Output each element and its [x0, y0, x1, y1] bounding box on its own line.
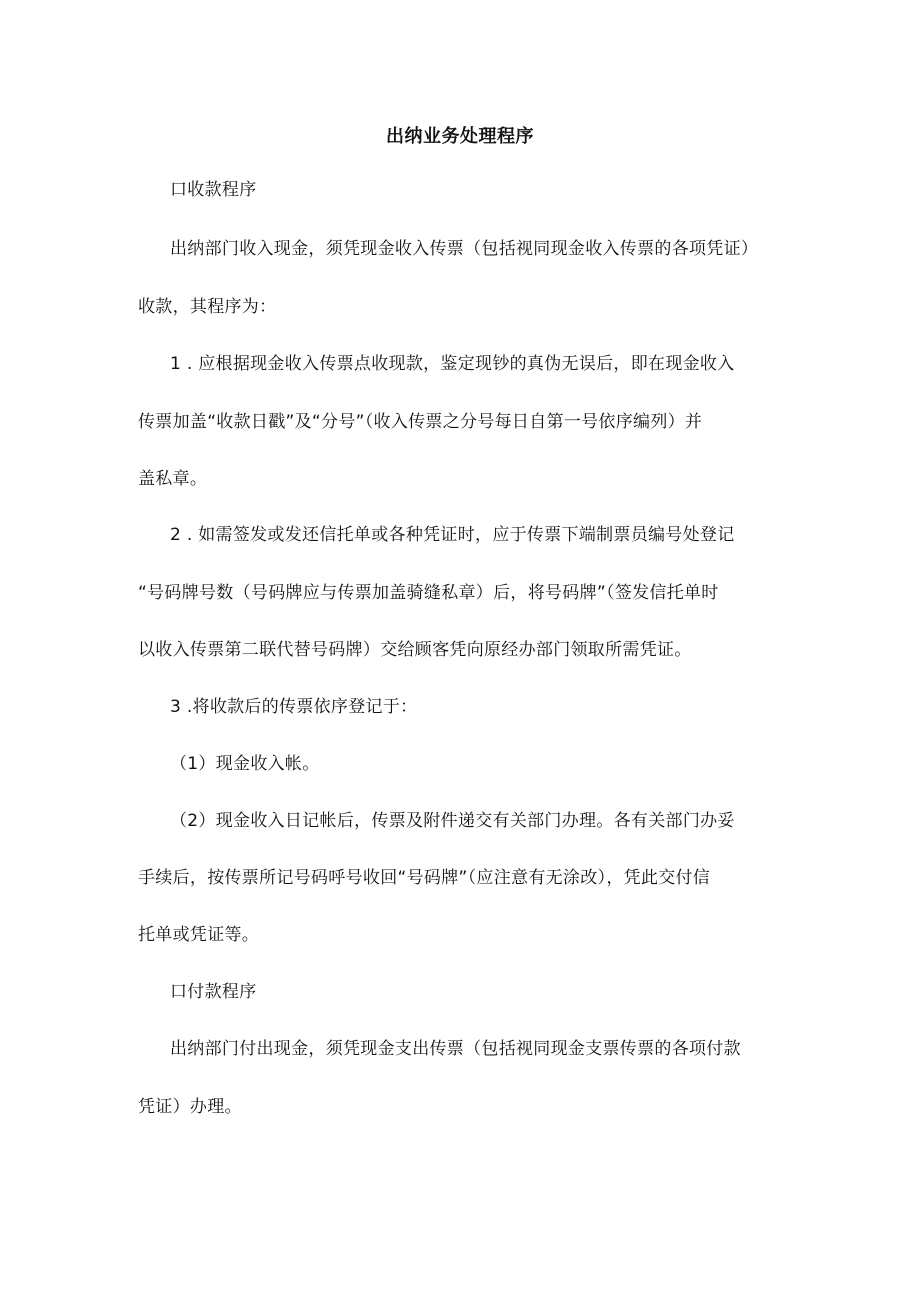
document-title: 出纳业务处理程序 — [386, 126, 534, 147]
section-heading-receipts: 口收款程序 — [170, 180, 257, 200]
paragraph-line: 1 . 应根据现金收入传票点收现款，鉴定现钞的真伪无误后，即在现金收入 — [170, 354, 735, 374]
paragraph-line: 托单或凭证等。 — [138, 925, 260, 945]
section-heading-payments: 口付款程序 — [170, 982, 257, 1002]
paragraph-line: （2）现金收入日记帐后，传票及附件递交有关部门办理。各有关部门办妥 — [170, 811, 735, 831]
paragraph-line: 2 . 如需签发或发还信托单或各种凭证时，应于传票下端制票员编号处登记 — [170, 525, 735, 545]
paragraph-line: “号码牌号数（号码牌应与传票加盖骑缝私章）后，将号码牌”（签发信托单时 — [138, 583, 719, 603]
paragraph-line: （1）现金收入帐。 — [170, 754, 320, 774]
paragraph-line: 盖私章。 — [138, 469, 208, 489]
paragraph-line: 以收入传票第二联代替号码牌）交给顾客凭向原经办部门领取所需凭证。 — [138, 640, 692, 660]
paragraph-line: 凭证）办理。 — [138, 1097, 242, 1117]
paragraph-line: 收款，其程序为： — [138, 297, 277, 317]
paragraph-line: 手续后，按传票所记号码呼号收回“号码牌”（应注意有无涂改），凭此交付信 — [138, 868, 711, 888]
paragraph-line: 出纳部门收入现金，须凭现金收入传票（包括视同现金收入传票的各项凭证） — [170, 239, 759, 259]
paragraph-line: 传票加盖“收款日戳”及“分号”（收入传票之分号每日自第一号依序编列）并 — [138, 412, 703, 432]
paragraph-line: 出纳部门付出现金，须凭现金支出传票（包括视同现金支票传票的各项付款 — [170, 1039, 741, 1059]
paragraph-line: 3 .将收款后的传票依序登记于： — [170, 697, 418, 717]
